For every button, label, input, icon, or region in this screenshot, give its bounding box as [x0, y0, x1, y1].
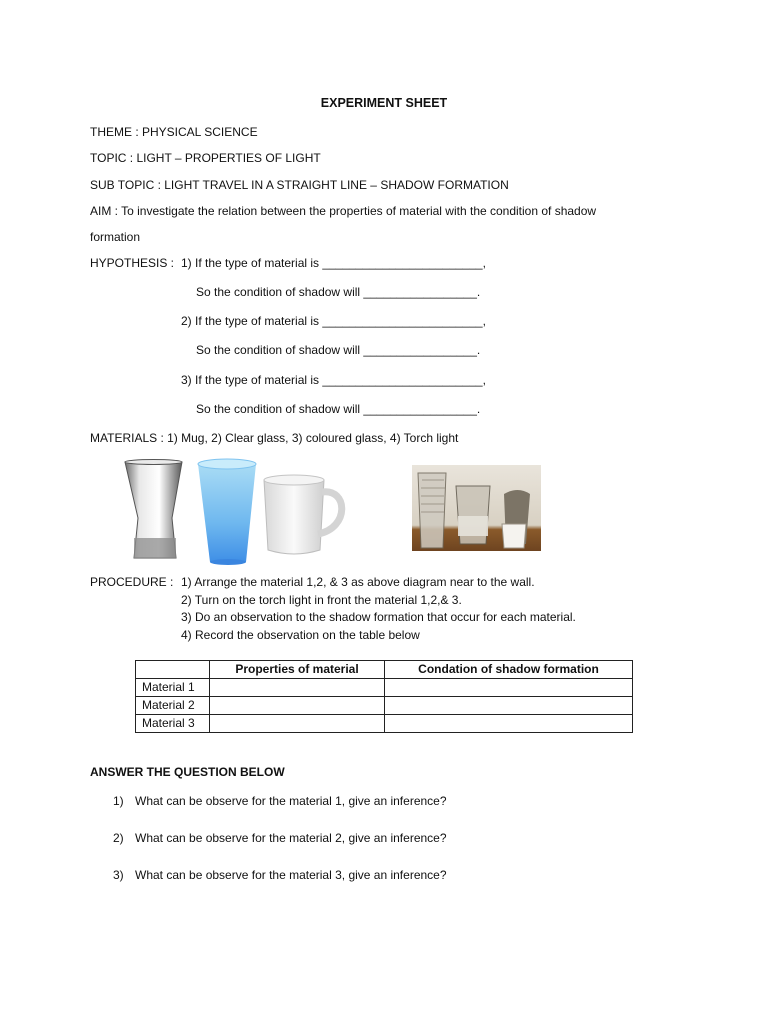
- table-header-cell: Properties of material: [210, 661, 385, 679]
- table-header-cell: [136, 661, 210, 679]
- question-1-number: 1): [113, 794, 124, 808]
- hypothesis-2-shadow: So the condition of shadow will _________________.: [196, 343, 481, 357]
- table-cell-shadow[interactable]: [385, 697, 633, 715]
- table-header-row: [136, 661, 633, 679]
- question-2-number: 2): [113, 831, 124, 845]
- materials-line: MATERIALS : 1) Mug, 2) Clear glass, 3) coloured glass, 4) Torch light: [90, 431, 459, 445]
- coloured-glass-image: [198, 459, 256, 565]
- theme-line: THEME : PHYSICAL SCIENCE: [90, 125, 258, 139]
- shadow-experiment-photo: [412, 465, 541, 551]
- hypothesis-1-type: 1) If the type of material is ________________________,: [181, 256, 486, 270]
- table-row: [136, 679, 633, 697]
- answer-heading: ANSWER THE QUESTION BELOW: [90, 765, 285, 779]
- question-2-text: What can be observe for the material 2, give an inference?: [135, 831, 447, 845]
- procedure-step-4: 4) Record the observation on the table below: [181, 628, 420, 642]
- table-row-label: Material 2: [136, 697, 210, 715]
- table-cell-properties[interactable]: [210, 715, 385, 733]
- table-cell-properties[interactable]: [210, 697, 385, 715]
- observation-table: [135, 660, 633, 733]
- aim-line-1: AIM : To investigate the relation between the properties of material with the condition of shadow: [90, 204, 597, 218]
- question-3-text: What can be observe for the material 3, give an inference?: [135, 868, 447, 882]
- table-row-label: Material 1: [136, 679, 210, 697]
- table-row: [136, 715, 633, 733]
- materials-images: [0, 458, 768, 570]
- table-header-cell: Condation of shadow formation: [385, 661, 633, 679]
- page-title: EXPERIMENT SHEET: [320, 96, 448, 110]
- procedure-step-2: 2) Turn on the torch light in front the material 1,2,& 3.: [181, 593, 462, 607]
- hypothesis-1-shadow: So the condition of shadow will _________________.: [196, 285, 481, 299]
- hypothesis-3-type: 3) If the type of material is ________________________,: [181, 373, 486, 387]
- clear-glass-image: [125, 460, 182, 559]
- question-3-number: 3): [113, 868, 124, 882]
- hypothesis-3-shadow: So the condition of shadow will _________________.: [196, 402, 481, 416]
- aim-line-2: formation: [90, 230, 141, 244]
- table-cell-shadow[interactable]: [385, 679, 633, 697]
- table-row-label: Material 3: [136, 715, 210, 733]
- topic-line: TOPIC : LIGHT – PROPERTIES OF LIGHT: [90, 151, 321, 165]
- hypothesis-label: HYPOTHESIS :: [90, 256, 175, 270]
- procedure-step-1: 1) Arrange the material 1,2, & 3 as above diagram near to the wall.: [181, 575, 535, 589]
- table-row: [136, 697, 633, 715]
- table-cell-shadow[interactable]: [385, 715, 633, 733]
- mug-image: [264, 475, 342, 554]
- table-cell-properties[interactable]: [210, 679, 385, 697]
- procedure-step-3: 3) Do an observation to the shadow formation that occur for each material.: [181, 610, 576, 624]
- question-1-text: What can be observe for the material 1, give an inference?: [135, 794, 447, 808]
- subtopic-line: SUB TOPIC : LIGHT TRAVEL IN A STRAIGHT LINE – SHADOW FORMATION: [90, 178, 509, 192]
- hypothesis-2-type: 2) If the type of material is ________________________,: [181, 314, 486, 328]
- procedure-label: PROCEDURE :: [90, 575, 174, 589]
